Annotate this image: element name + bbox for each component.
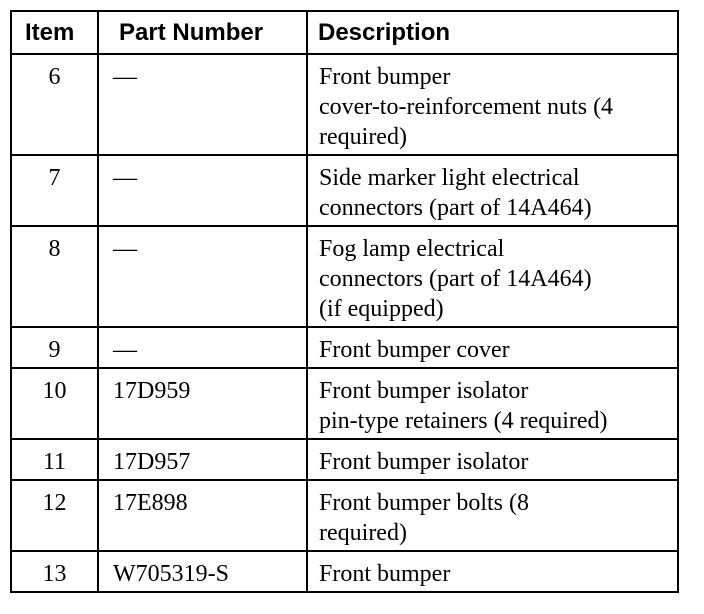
header-part-number: Part Number <box>98 11 307 54</box>
description-line: Front bumper cover <box>319 337 510 363</box>
item-cell: 13 <box>11 551 98 592</box>
description-line: cover-to-reinforcement nuts (4 <box>319 94 614 120</box>
description-cell <box>307 480 678 551</box>
description-cell <box>307 155 678 226</box>
part-number-cell: — <box>98 155 307 226</box>
part-number-cell: — <box>98 226 307 327</box>
table-row <box>11 54 678 155</box>
item-cell: 10 <box>11 368 98 439</box>
description-line: connectors (part of 14A464) <box>319 266 592 292</box>
table-row <box>11 368 678 439</box>
item-cell: 6 <box>11 54 98 155</box>
parts-table <box>10 10 679 593</box>
item-cell: 8 <box>11 226 98 327</box>
description-line: (if equipped) <box>319 296 444 322</box>
description-cell <box>307 551 678 592</box>
table-row <box>11 439 678 480</box>
description-line: Front bumper isolator <box>319 378 529 404</box>
part-number-cell: — <box>98 327 307 368</box>
item-cell: 9 <box>11 327 98 368</box>
description-line: pin-type retainers (4 required) <box>319 408 608 434</box>
description-cell <box>307 54 678 155</box>
part-number-cell: — <box>98 54 307 155</box>
part-number-cell: 17D959 <box>98 368 307 439</box>
item-cell: 11 <box>11 439 98 480</box>
part-number-cell: 17E898 <box>98 480 307 551</box>
table-row <box>11 327 678 368</box>
description-line: Fog lamp electrical <box>319 236 505 262</box>
part-number-cell: W705319-S <box>98 551 307 592</box>
description-cell <box>307 439 678 480</box>
description-line: required) <box>319 124 407 150</box>
description-cell <box>307 327 678 368</box>
description-cell <box>307 368 678 439</box>
header-item: Item <box>11 11 98 54</box>
description-line: Front bumper isolator <box>319 449 529 475</box>
description-line: Side marker light electrical <box>319 165 580 191</box>
part-number-cell: 17D957 <box>98 439 307 480</box>
table-row <box>11 155 678 226</box>
table-body <box>11 54 678 592</box>
item-cell: 7 <box>11 155 98 226</box>
description-line: Front bumper <box>319 561 451 587</box>
table-row <box>11 480 678 551</box>
header-description: Description <box>307 11 678 54</box>
description-line: connectors (part of 14A464) <box>319 195 592 221</box>
description-line: required) <box>319 520 407 546</box>
description-line: Front bumper <box>319 64 451 90</box>
table-row <box>11 226 678 327</box>
header-row <box>11 11 678 54</box>
description-line: Front bumper bolts (8 <box>319 490 529 516</box>
item-cell: 12 <box>11 480 98 551</box>
description-cell <box>307 226 678 327</box>
table-row <box>11 551 678 592</box>
